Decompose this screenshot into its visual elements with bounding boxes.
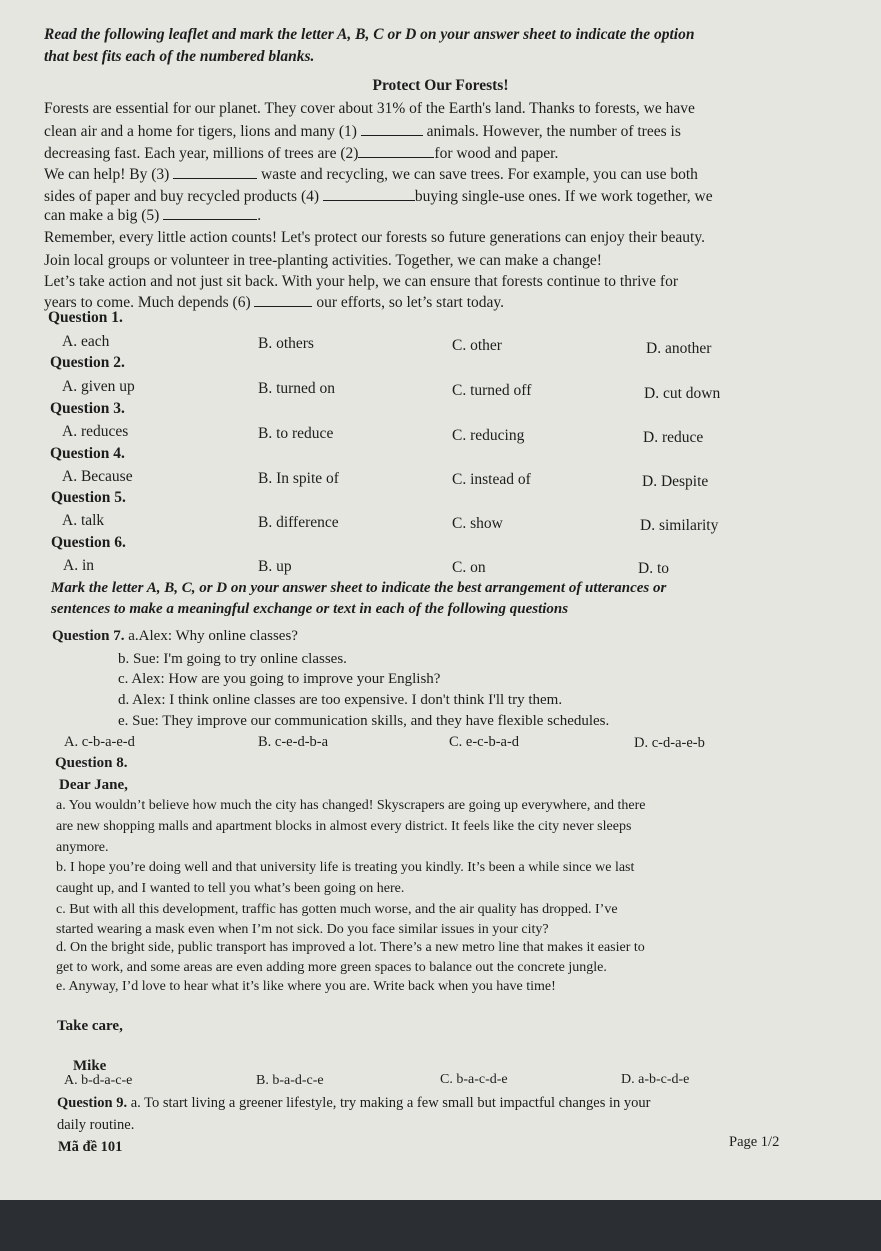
blank-1: [361, 121, 423, 136]
option-d[interactable]: D. cut down: [644, 385, 721, 402]
blank-5: [163, 205, 257, 220]
passage-line: decreasing fast. Each year, millions of trees are (2) for wood and paper.: [44, 145, 559, 162]
option-a[interactable]: A. talk: [62, 512, 105, 529]
passage-line: Remember, every little action counts! Let's protect our forests so future generations can enjoy their beauty.: [44, 229, 705, 246]
q8-line: anymore.: [56, 840, 109, 855]
passage-line: We can help! By (3) waste and recycling, we can save trees. For example, you can use both: [44, 166, 698, 183]
q8-line: e. Anyway, I’d love to hear what it’s like where you are. Write back when you have time!: [56, 979, 556, 994]
instruction2-line-2: sentences to make a meaningful exchange or text in each of the following questions: [51, 601, 569, 617]
passage-line: clean air and a home for tigers, lions and many (1) animals. However, the number of trees is: [44, 123, 681, 140]
option-d[interactable]: D. c-d-a-e-b: [634, 735, 705, 751]
q7-line-e: e. Sue: They improve our communication skills, and they have flexible schedules.: [118, 713, 610, 729]
option-a[interactable]: A. b-d-a-c-e: [64, 1073, 133, 1088]
q8-line: c. But with all this development, traffic has gotten much worse, and the air quality has dropped. I’ve: [56, 902, 618, 917]
blank-4: [323, 186, 415, 201]
option-c[interactable]: C. other: [452, 337, 502, 354]
option-d[interactable]: D. to: [638, 560, 669, 577]
option-c[interactable]: C. show: [452, 515, 503, 532]
q8-line: caught up, and I wanted to tell you what’s been going on here.: [56, 881, 405, 896]
option-b[interactable]: B. c-e-d-b-a: [258, 734, 329, 750]
question-label: Question 4.: [50, 445, 125, 462]
option-d[interactable]: D. reduce: [643, 429, 704, 446]
question-9-head: Question 9. a. To start living a greener lifestyle, try making a few small but impactful changes in your: [57, 1095, 651, 1111]
option-b[interactable]: B. others: [258, 335, 314, 352]
option-a[interactable]: A. reduces: [62, 423, 129, 440]
instruction-line-1: Read the following leaflet and mark the letter A, B, C or D on your answer sheet to indicate the option: [44, 26, 695, 43]
letter-signature: Mike: [73, 1058, 107, 1074]
option-c[interactable]: C. reducing: [452, 427, 525, 444]
passage-line: Forests are essential for our planet. They cover about 31% of the Earth's land. Thanks to forests, we have: [44, 100, 695, 117]
q8-line: started wearing a mask even when I’m not sick. Do you face similar issues in your city?: [56, 922, 549, 937]
q8-line: a. You wouldn’t believe how much the city has changed! Skyscrapers are going up everywhere, and there: [56, 798, 646, 813]
page-number: Page 1/2: [729, 1134, 780, 1150]
option-a[interactable]: A. Because: [62, 468, 133, 485]
question-label: Question 1.: [48, 309, 123, 326]
passage-line: Let’s take action and not just sit back. With your help, we can ensure that forests continue to thrive for: [44, 273, 678, 290]
passage-line: Join local groups or volunteer in tree-planting activities. Together, we can make a change!: [44, 252, 602, 269]
q8-line: d. On the bright side, public transport has improved a lot. There’s a new metro line that makes it easier to: [56, 940, 645, 955]
option-b[interactable]: B. turned on: [258, 380, 336, 397]
question-label: Question 2.: [50, 354, 125, 371]
option-b[interactable]: B. to reduce: [258, 425, 334, 442]
option-a[interactable]: A. each: [62, 333, 110, 350]
passage-line: years to come. Much depends (6) our efforts, so let’s start today.: [44, 294, 505, 311]
q9-line-2: daily routine.: [57, 1117, 135, 1133]
option-c[interactable]: C. on: [452, 559, 486, 576]
question-7-head: Question 7. a.Alex: Why online classes?: [52, 628, 298, 644]
option-c[interactable]: C. turned off: [452, 382, 532, 399]
passage-line: sides of paper and buy recycled products (4) buying single-use ones. If we work together, we: [44, 188, 713, 205]
instruction-line-2: that best fits each of the numbered blanks.: [44, 48, 315, 65]
option-a[interactable]: A. c-b-a-e-d: [64, 734, 135, 750]
option-b[interactable]: B. up: [258, 558, 292, 575]
q7-line-d: d. Alex: I think online classes are too expensive. I don't think I'll try them.: [118, 692, 563, 708]
option-a[interactable]: A. given up: [62, 378, 135, 395]
q7-line-c: c. Alex: How are you going to improve your English?: [118, 671, 441, 687]
option-c[interactable]: C. instead of: [452, 471, 531, 488]
option-b[interactable]: B. In spite of: [258, 470, 339, 487]
question-label: Question 8.: [55, 755, 128, 771]
blank-2: [358, 143, 434, 158]
question-label: Question 3.: [50, 400, 125, 417]
question-label: Question 5.: [51, 489, 126, 506]
letter-closing: Take care,: [57, 1018, 123, 1034]
option-d[interactable]: D. another: [646, 340, 712, 357]
option-a[interactable]: A. in: [63, 557, 94, 574]
exam-code: Mã đề 101: [58, 1139, 123, 1155]
q8-line: b. I hope you’re doing well and that university life is treating you kindly. It’s been a while since we last: [56, 860, 635, 875]
instruction2-line-1: Mark the letter A, B, C, or D on your answer sheet to indicate the best arrangement of utterances or: [51, 580, 667, 596]
option-d[interactable]: D. Despite: [642, 473, 709, 490]
blank-6: [254, 292, 312, 307]
option-b[interactable]: B. b-a-d-c-e: [256, 1073, 324, 1088]
passage-title: Protect Our Forests!: [372, 77, 509, 94]
q8-line: get to work, and some areas are even adding more green spaces to balance out the concrete jungle.: [56, 960, 607, 975]
q7-line-b: b. Sue: I'm going to try online classes.: [118, 651, 347, 667]
option-c[interactable]: C. e-c-b-a-d: [449, 734, 520, 750]
q8-line: are new shopping malls and apartment blocks in almost every district. It feels like the city never sleeps: [56, 819, 632, 834]
option-d[interactable]: D. a-b-c-d-e: [621, 1072, 690, 1087]
letter-greeting: Dear Jane,: [59, 777, 128, 793]
option-d[interactable]: D. similarity: [640, 517, 719, 534]
passage-line: can make a big (5) .: [44, 207, 262, 224]
option-c[interactable]: C. b-a-c-d-e: [440, 1072, 508, 1087]
option-b[interactable]: B. difference: [258, 514, 339, 531]
background-surface: [0, 1200, 881, 1251]
blank-3: [173, 164, 257, 179]
question-label: Question 6.: [51, 534, 126, 551]
